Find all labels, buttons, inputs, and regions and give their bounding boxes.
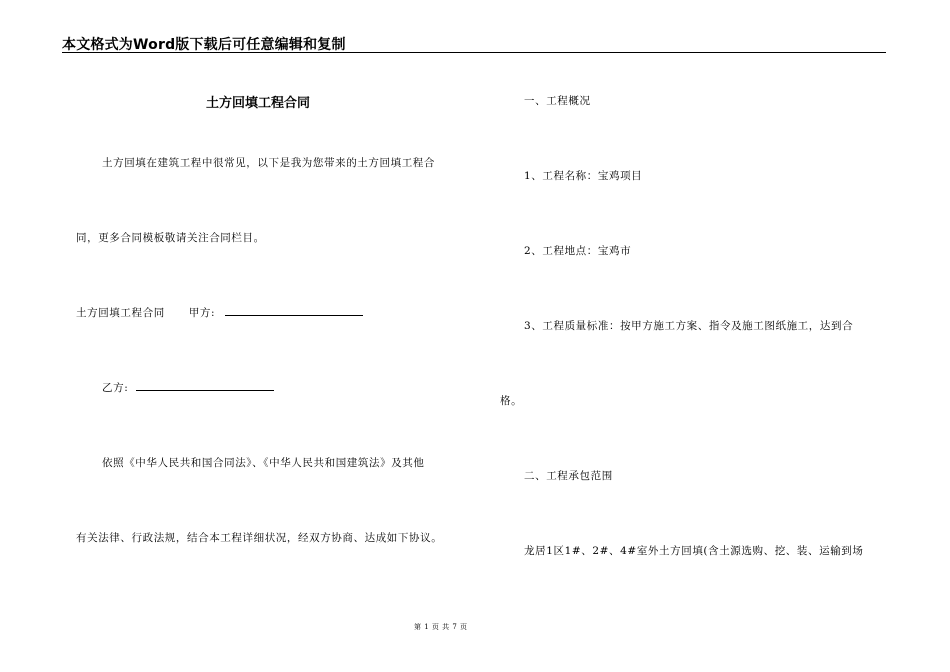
intro-paragraph-line-1: 土方回填在建筑工程中很常见，以下是我为您带来的土方回填工程合 [102,157,435,169]
document-header: 本文格式为Word版下载后可任意编辑和复制 [62,37,346,53]
party-a-blank [225,306,363,316]
page-number: 第 1 页 共 7 页 [414,623,468,631]
basis-paragraph-line-2: 有关法律、行政法规，结合本工程详细状况，经双方协商、达成如下协议。 [76,532,443,544]
section-1-heading: 一、工程概况 [524,95,591,107]
party-a-row [76,305,363,320]
project-name-item: 1、工程名称：宝鸡项目 [524,170,643,182]
intro-paragraph-line-2: 同，更多合同模板敬请关注合同栏目。 [76,232,265,244]
contract-title: 土方回填工程合同 [206,96,311,111]
header-divider [62,52,886,53]
party-a-label: 甲方: [188,307,216,319]
contract-name-label: 土方回填工程合同 [76,307,165,319]
project-location-item: 2、工程地点：宝鸡市 [524,245,632,257]
party-b-blank [136,381,274,391]
basis-paragraph-line-1: 依照《中华人民共和国合同法》、《中华人民共和国建筑法》及其他 [102,457,425,469]
party-b-label: 乙方: [102,382,129,394]
section-2-heading: 二、工程承包范围 [524,470,613,482]
quality-standard-line-2: 格。 [500,395,523,407]
scope-line-1: 龙居1区1#、2#、4#室外土方回填(含土源选购、挖、装、运输到场 [524,545,864,557]
quality-standard-line-1: 3、工程质量标准：按甲方施工方案、指令及施工图纸施工，达到合 [524,320,854,332]
party-b-row [102,380,274,395]
